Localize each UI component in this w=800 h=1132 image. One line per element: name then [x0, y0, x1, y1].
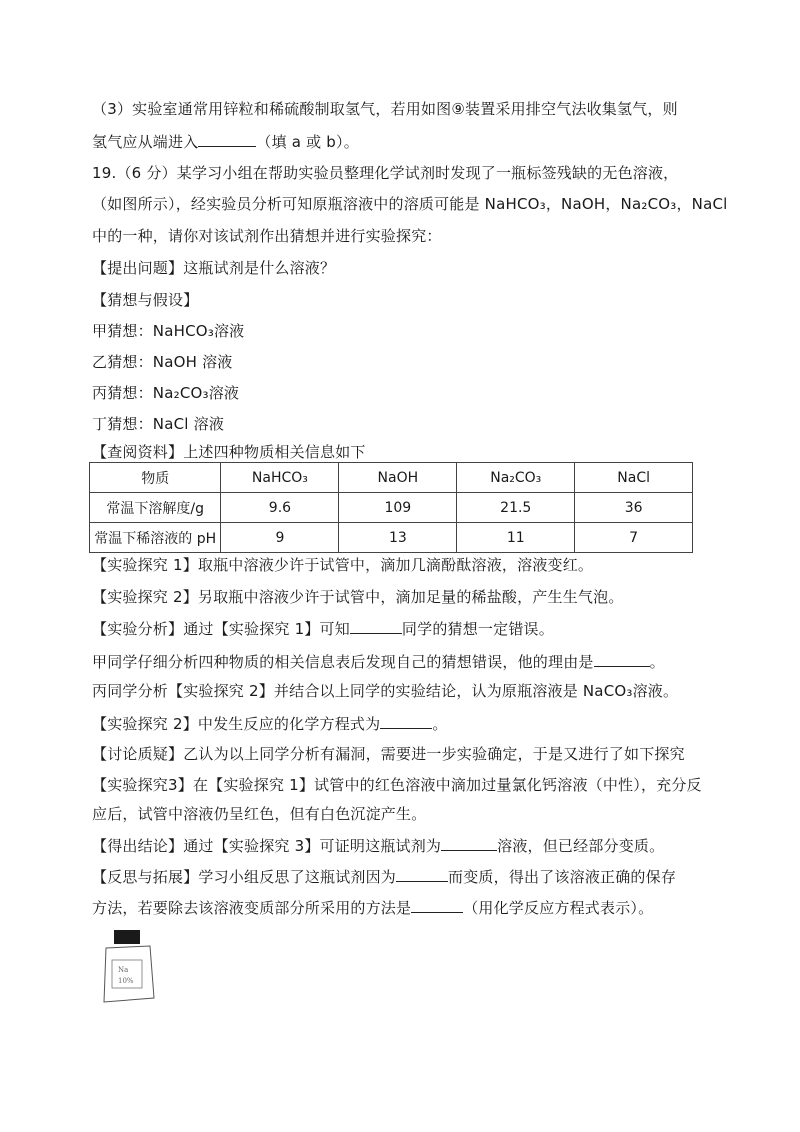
- table-cell: 109: [339, 493, 457, 523]
- reflection-line2: [92, 897, 653, 918]
- analysis-line: [92, 618, 554, 639]
- q18-text-a: 氢气应从端进入: [92, 133, 199, 151]
- equation-text-a: 【实验探究 2】中发生反应的化学方程式为: [92, 715, 381, 733]
- conclusion-text-a: 【得出结论】通过【实验探究 3】可证明这瓶试剂为: [92, 837, 442, 855]
- guess-yi: 乙猜想：NaOH 溶液: [92, 353, 233, 371]
- table-row: [90, 493, 693, 523]
- answer-blank[interactable]: [380, 713, 432, 729]
- answer-blank[interactable]: [396, 866, 448, 882]
- table-header-cell: 物质: [90, 463, 221, 493]
- bottle-label-text-1: Na: [118, 966, 129, 974]
- reflection2-text-b: （用化学反应方程式表示）。: [463, 899, 654, 917]
- bottle-label-text-2: 10%: [118, 977, 134, 985]
- table-header-cell: Na₂CO₃: [457, 463, 575, 493]
- q19-intro-line3: 中的一种，请你对该试剂作出猜想并进行实验探究：: [92, 227, 442, 245]
- q19-intro-line1: 19.（6 分）某学习小组在帮助实验员整理化学试剂时发现了一瓶标签残缺的无色溶液，: [92, 164, 679, 182]
- question-heading: 【提出问题】这瓶试剂是什么溶液？: [92, 259, 336, 277]
- answer-blank[interactable]: [350, 618, 402, 634]
- guess-ding: 丁猜想：NaCl 溶液: [92, 415, 225, 433]
- q19-intro-text: （如图所示），经实验员分析可知原瓶溶液中的溶质可能是: [92, 195, 480, 213]
- table-cell: 7: [575, 523, 693, 553]
- answer-blank[interactable]: [441, 835, 497, 851]
- jia-reason-text: 甲同学仔细分析四种物质的相关信息表后发现自己的猜想错误，他的理由是: [92, 653, 594, 671]
- experiment-1: 【实验探究 1】取瓶中溶液少许于试管中，滴加几滴酚酞溶液，溶液变红。: [92, 556, 594, 574]
- table-cell: 11: [457, 523, 575, 553]
- reference-heading: 【查阅资料】上述四种物质相关信息如下: [92, 443, 366, 461]
- experiment-2: 【实验探究 2】另取瓶中溶液少许于试管中，滴加足量的稀盐酸，产生生气泡。: [92, 588, 624, 606]
- guess-bing: 丙猜想：Na₂CO₃溶液: [92, 384, 240, 402]
- table-cell: 常温下溶解度/g: [90, 493, 221, 523]
- reflection-text-a: 【反思与拓展】学习小组反思了这瓶试剂因为: [92, 868, 397, 886]
- table-header-cell: NaOH: [339, 463, 457, 493]
- q18-text-b: （填 a 或 b）。: [256, 133, 359, 151]
- guess-jia: 甲猜想：NaHCO₃溶液: [92, 322, 245, 340]
- conclusion-line: [92, 835, 664, 856]
- table-cell: 36: [575, 493, 693, 523]
- jia-reason-end: 。: [649, 653, 665, 671]
- table-cell: 9: [221, 523, 339, 553]
- substance-info-table: [89, 462, 693, 553]
- table-header-cell: NaCl: [575, 463, 693, 493]
- equation-text-b: 。: [432, 715, 448, 733]
- q19-intro-line2: [92, 194, 728, 214]
- experiment-3-line2: 应后，试管中溶液仍呈红色，但有白色沉淀产生。: [92, 805, 427, 823]
- equation-line: [92, 713, 448, 734]
- reflection2-text-a: 方法，若要除去该溶液变质部分所采用的方法是: [92, 899, 412, 917]
- table-cell: 21.5: [457, 493, 575, 523]
- answer-blank[interactable]: [198, 131, 256, 147]
- answer-blank[interactable]: [411, 897, 463, 913]
- reagent-bottle-icon: [98, 928, 158, 1004]
- answer-blank[interactable]: [594, 651, 650, 667]
- experiment-3-line1: 【实验探究3】在【实验探究 1】试管中的红色溶液中滴加过量氯化钙溶液（中性），充分反: [92, 776, 702, 794]
- q18-part3-text: （3）实验室通常用锌粒和稀硫酸制取氢气，若用如图⑨装置采用排空气法收集氢气，则: [92, 100, 678, 118]
- bottle-cap: [114, 930, 140, 944]
- table-cell: 13: [339, 523, 457, 553]
- bing-conclusion: 丙同学分析【实验探究 2】并结合以上同学的实验结论，认为原瓶溶液是 NaCO₃溶液。: [92, 682, 679, 700]
- q18-part3-line2: [92, 131, 359, 152]
- jia-reason-line: [92, 651, 665, 672]
- discussion-line: 【讨论质疑】乙认为以上同学分析有漏洞，需要进一步实验确定，于是又进行了如下探究: [92, 745, 685, 763]
- table-row: [90, 523, 693, 553]
- table-cell: 9.6: [221, 493, 339, 523]
- hypothesis-heading: 【猜想与假设】: [92, 291, 199, 309]
- analysis-text-b: 同学的猜想一定错误。: [401, 620, 554, 638]
- reflection-text-b: 而变质，得出了该溶液正确的保存: [448, 868, 677, 886]
- bottle-body: [104, 946, 154, 1002]
- q19-solute-list: NaHCO₃，NaOH，Na₂CO₃，NaCl: [484, 195, 728, 213]
- table-header-cell: NaHCO₃: [221, 463, 339, 493]
- table-header-row: [90, 463, 693, 493]
- conclusion-text-b: 溶液，但已经部分变质。: [497, 837, 665, 855]
- analysis-text-a: 【实验分析】通过【实验探究 1】可知: [92, 620, 350, 638]
- reflection-line1: [92, 866, 676, 887]
- table-cell: 常温下稀溶液的 pH: [90, 523, 221, 553]
- q18-part3-line1: [92, 99, 678, 119]
